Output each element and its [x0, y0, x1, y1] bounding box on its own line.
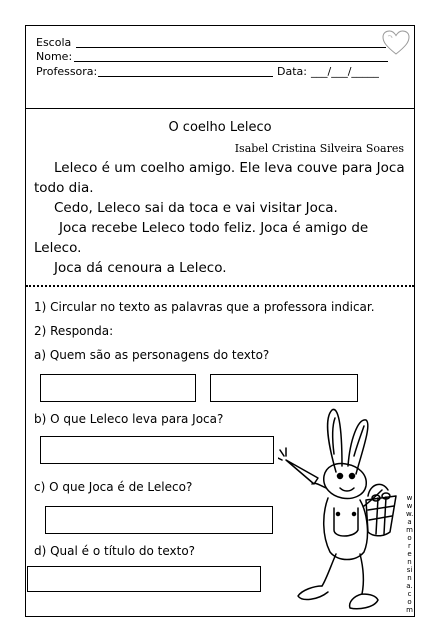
story-author: Isabel Cristina Silveira Soares: [234, 142, 404, 155]
question-1: 1) Circular no texto as palavras que a professora indicar.: [34, 300, 375, 314]
header-box: [26, 26, 414, 109]
date-label: Data:: [277, 65, 307, 78]
question-d: d) Qual é o título do texto?: [34, 544, 196, 558]
question-c: c) O que Joca é de Leleco?: [34, 480, 193, 494]
date-blank: ___/___/_____: [311, 65, 379, 78]
answer-a-box-2[interactable]: [210, 374, 358, 402]
name-label: Nome:: [36, 50, 73, 63]
dotted-divider: [26, 285, 414, 287]
story-paragraph-4: Joca dá cenoura a Leleco.: [54, 260, 227, 276]
answer-d-box[interactable]: [27, 566, 261, 592]
answer-a-box-1[interactable]: [40, 374, 196, 402]
story-paragraph-1: Leleco é um coelho amigo. Ele leva couve para Joca todo dia.: [34, 160, 405, 196]
question-a: a) Quem são as personagens do texto?: [34, 348, 270, 362]
heart-icon: [382, 30, 410, 56]
teacher-label: Professora:: [36, 65, 98, 78]
question-b: b) O que Leleco leva para Joca?: [34, 412, 224, 426]
story-paragraph-3: Joca recebe Leleco todo feliz. Joca é amigo de Leleco.: [34, 220, 369, 256]
watermark-text: [406, 494, 413, 614]
worksheet: [25, 25, 415, 617]
answer-b-box[interactable]: [40, 436, 274, 464]
rabbit-illustration: [278, 404, 406, 612]
story-title: O coelho Leleco: [168, 120, 272, 135]
school-line: [76, 47, 386, 48]
answer-c-box[interactable]: [45, 506, 273, 534]
question-2: 2) Responda:: [34, 324, 114, 338]
name-line: [74, 61, 388, 62]
school-label: Escola: [36, 36, 72, 49]
story-paragraph-2: Cedo, Leleco sai da toca e vai visitar Joca.: [54, 200, 338, 216]
teacher-line: [98, 76, 273, 77]
watermark-word: www.amorensina.com: [406, 494, 414, 614]
